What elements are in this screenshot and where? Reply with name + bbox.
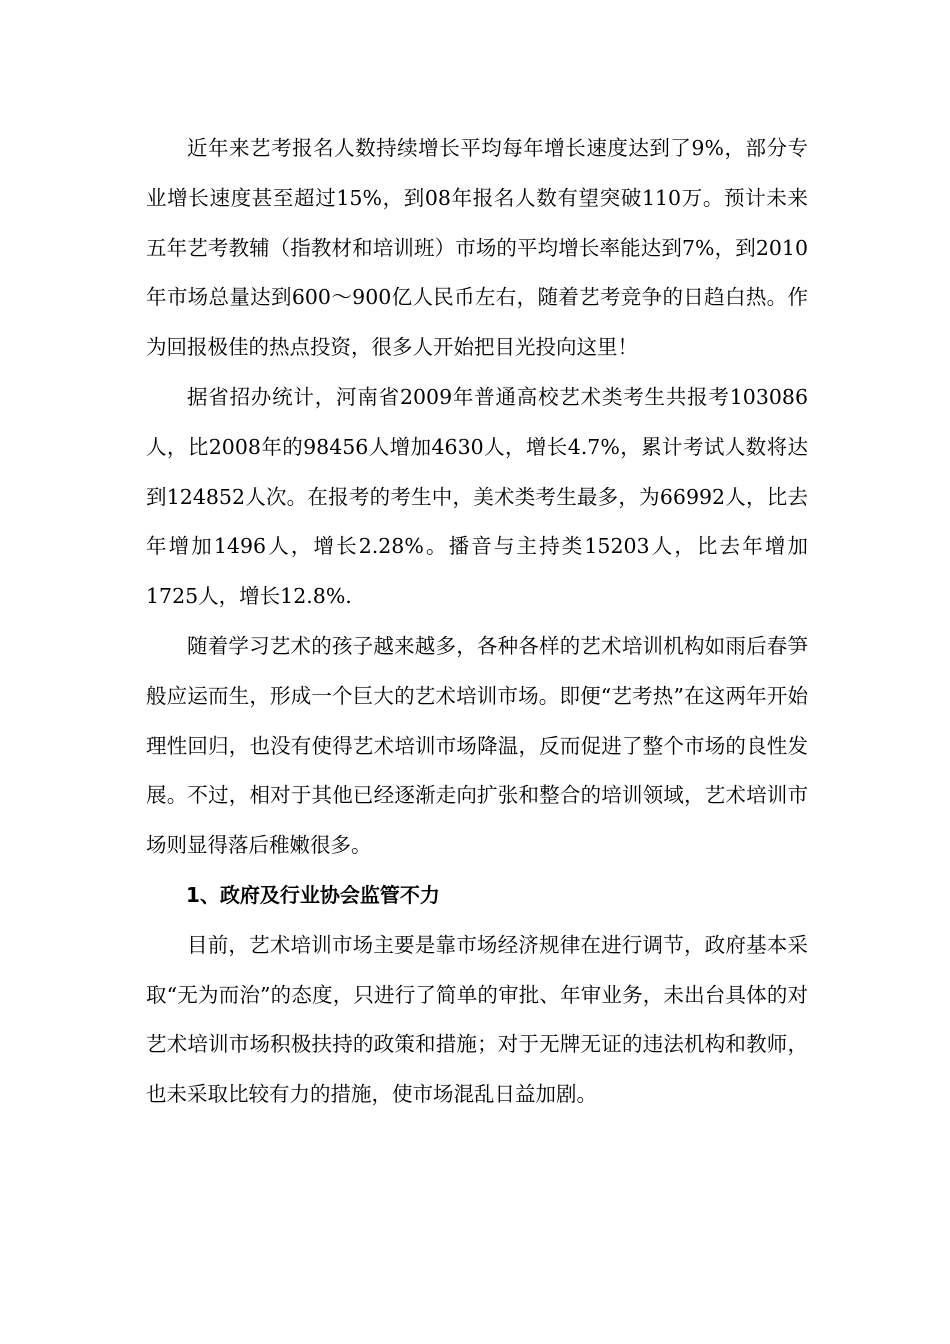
document-page <box>146 124 808 1120</box>
section-heading: 1、政府及行业协会监管不力 <box>186 882 440 907</box>
paragraph-government-supervision: 目前，艺术培训市场主要是靠市场经济规律在进行调节，政府基本采取“无为而治”的态度，只进行了简单的审批、年审业务，未出台具体的对艺术培训市场积极扶持的政策和措施；对于无牌无证的违法机构和教师，也未采取比较有力的措施，使市场混乱日益加剧。 <box>146 932 808 1107</box>
paragraph-growth-forecast: 近年来艺考报名人数持续增长平均每年增长速度达到了9%，部分专业增长速度甚至超过15%，到08年报名人数有望突破110万。预计未来五年艺考教辅（指教材和培训班）市场的平均增长率能达到7%，到2010年市场总量达到600～900亿人民币左右，随着艺考竞争的日趋白热。作为回报极佳的热点投资，很多人开始把目光投向这里！ <box>146 136 808 360</box>
paragraph-henan-statistics: 据省招办统计，河南省2009年普通高校艺术类考生共报考103086人，比2008年的98456人增加4630人，增长4.7%，累计考试人数将达到124852人次。在报考的考生中，美术类考生最多，为66992人，比去年增加1496人，增长2.28%。播音与主持类15203人，比去年增加1725人，增长12.8%. <box>146 384 808 609</box>
paragraph-training-market: 随着学习艺术的孩子越来越多，各种各样的艺术培训机构如雨后春笋般应运而生，形成一个巨大的艺术培训市场。即便“艺考热”在这两年开始理性回归，也没有使得艺术培训市场降温，反而促进了整个市场的良性发展。不过，相对于其他已经逐渐走向扩张和整合的培训领域，艺术培训市场则显得落后稚嫩很多。 <box>146 633 808 858</box>
